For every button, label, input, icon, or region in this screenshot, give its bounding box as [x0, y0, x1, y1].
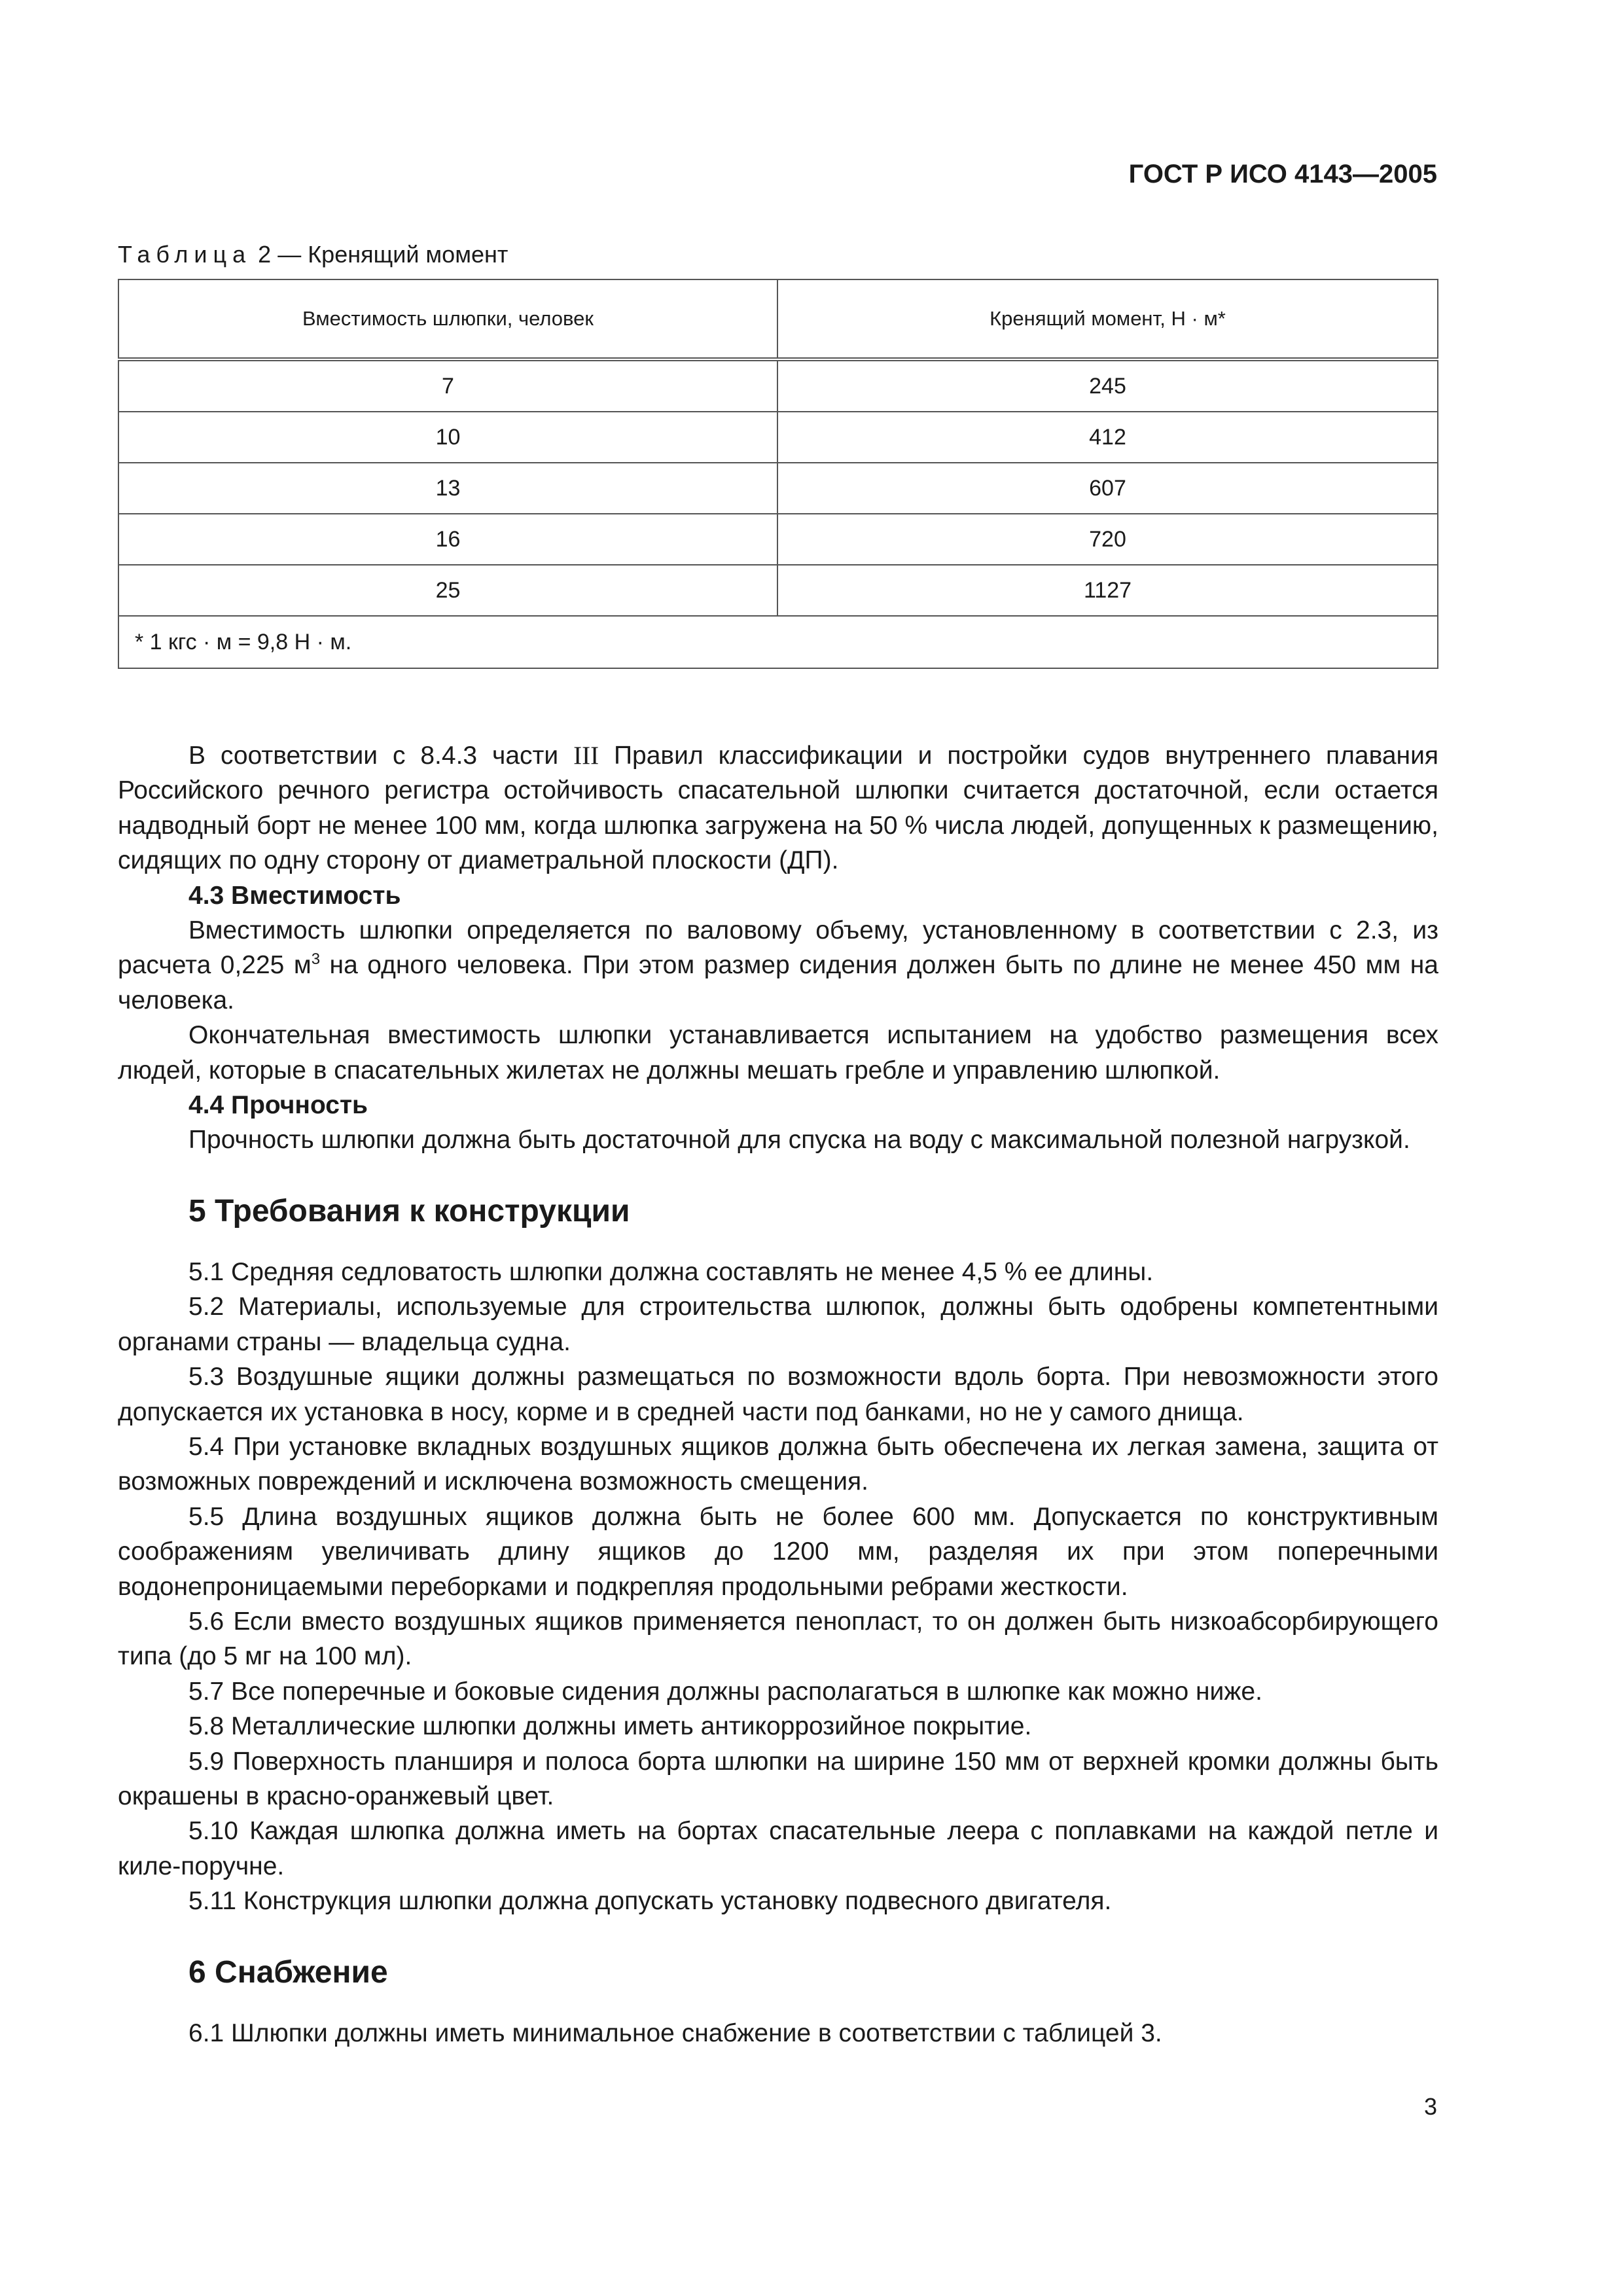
column-header-capacity: Вместимость шлюпки, человек: [118, 279, 777, 359]
heading-section-6: 6 Снабжение: [188, 1954, 388, 1990]
table-header-row: [118, 279, 1438, 359]
paragraph-5-2: 5.2 Материалы, используемые для строительства шлюпок, должны быть одобрены компетентными органами страны — владельца судна.: [118, 1293, 1438, 1356]
paragraph-5-7: 5.7 Все поперечные и боковые сидения должны располагаться в шлюпке как можно ниже.: [188, 1677, 1262, 1706]
heading-section-5: 5 Требования к конструкции: [188, 1193, 630, 1229]
paragraph-6-1: 6.1 Шлюпки должны иметь минимальное снабжение в соответствии с таблицей 3.: [188, 2018, 1162, 2047]
document-id: ГОСТ Р ИСО 4143—2005: [1128, 160, 1437, 188]
superscript: 3: [311, 950, 321, 969]
paragraph-text: Правил классификации и постройки судов внутреннего плавания Российского речного регистра остойчивость спасательной шлюпки считается достаточной, если остается надводный борт не менее 100 мм, когда шлюпка загружена на 50 % числа людей, допущенных к размещению, сидящих по одну сторону от диаметральной плоскости (ДП).: [118, 742, 1439, 875]
heading-4-3: 4.3 Вместимость: [188, 881, 401, 910]
roman-numeral: III: [573, 742, 599, 770]
paragraph-5-10: 5.10 Каждая шлюпка должна иметь на бортах спасательные леера с поплавками на каждой петле и киле-поручне.: [118, 1817, 1438, 1880]
table-cell-moment: 412: [777, 412, 1438, 463]
table-footnote: * 1 кгс · м = 9,8 Н · м.: [118, 616, 1438, 668]
paragraph-5-9: 5.9 Поверхность планширя и полоса борта шлюпки на ширине 150 мм от верхней кромки должны быть окрашены в красно-оранжевый цвет.: [118, 1747, 1438, 1810]
table-cell-moment: 720: [777, 514, 1438, 565]
table-cell-capacity: 7: [118, 359, 777, 412]
paragraph-4-3-b: Окончательная вместимость шлюпки устанавливается испытанием на удобство размещения всех людей, которые в спасательных жилетах не должны мешать гребле и управлению шлюпкой.: [118, 1021, 1438, 1085]
page-content: [118, 241, 1438, 2051]
paragraph-5-5: 5.5 Длина воздушных ящиков должна быть не более 600 мм. Допускается по конструктивным соображениям увеличивать длину ящиков до 1200 мм, разделяя их при этом поперечными водонепроницаемыми переборками и подкрепляя продольными ребрами жесткости.: [118, 1502, 1438, 1601]
table-cell-capacity: 10: [118, 412, 777, 463]
table-row: [118, 514, 1438, 565]
table-cell-moment: 1127: [777, 565, 1438, 616]
paragraph-stability: [118, 738, 1438, 878]
table-cell-capacity: 25: [118, 565, 777, 616]
table-note-row: [118, 616, 1438, 668]
paragraph-4-4: Прочность шлюпки должна быть достаточной для спуска на воду с максимальной полезной нагрузкой.: [188, 1126, 1410, 1155]
paragraph-5-1: 5.1 Средняя седловатость шлюпки должна составлять не менее 4,5 % ее длины.: [188, 1257, 1154, 1286]
column-header-moment: Кренящий момент, Н · м*: [777, 279, 1438, 359]
table-cell-moment: 607: [777, 463, 1438, 514]
paragraph-5-6: 5.6 Если вместо воздушных ящиков применяется пенопласт, то он должен быть низкоабсорбирующего типа (до 5 мг на 100 мл).: [118, 1607, 1438, 1671]
table-row: [118, 463, 1438, 514]
paragraph-text: В соответствии с 8.4.3 части: [188, 742, 574, 770]
table-caption-word: Таблица: [118, 241, 252, 268]
paragraph-4-3-a: [118, 913, 1438, 1018]
page-number: 3: [1423, 2093, 1437, 2120]
table-row: [118, 359, 1438, 412]
paragraph-5-11: 5.11 Конструкция шлюпки должна допускать установку подвесного двигателя.: [188, 1887, 1112, 1916]
paragraph-5-8: 5.8 Металлические шлюпки должны иметь антикоррозийное покрытие.: [188, 1712, 1032, 1741]
body-text: [118, 738, 1438, 2051]
table-row: [118, 565, 1438, 616]
paragraph-text: на одного человека. При этом размер сидения должен быть по длине не менее 450 мм на человека.: [118, 951, 1438, 1014]
heeling-moment-table: [118, 279, 1438, 669]
table-cell-capacity: 13: [118, 463, 777, 514]
table-caption: [118, 241, 1438, 268]
table-cell-capacity: 16: [118, 514, 777, 565]
table-caption-title: 2 — Кренящий момент: [258, 241, 508, 268]
heading-4-4: 4.4 Прочность: [188, 1091, 368, 1120]
paragraph-text: Вместимость шлюпки определяется по валовому объему, установленному в соответствии с 2.3, из расчета 0,225 м: [118, 916, 1438, 980]
table-row: [118, 412, 1438, 463]
table-cell-moment: 245: [777, 359, 1438, 412]
paragraph-5-4: 5.4 При установке вкладных воздушных ящиков должна быть обеспечена их легкая замена, защита от возможных повреждений и исключена возможность смещения.: [118, 1432, 1438, 1496]
paragraph-5-3: 5.3 Воздушные ящики должны размещаться по возможности вдоль борта. При невозможности этого допускается их установка в носу, корме и в средней части под банками, но не у самого днища.: [118, 1363, 1438, 1426]
